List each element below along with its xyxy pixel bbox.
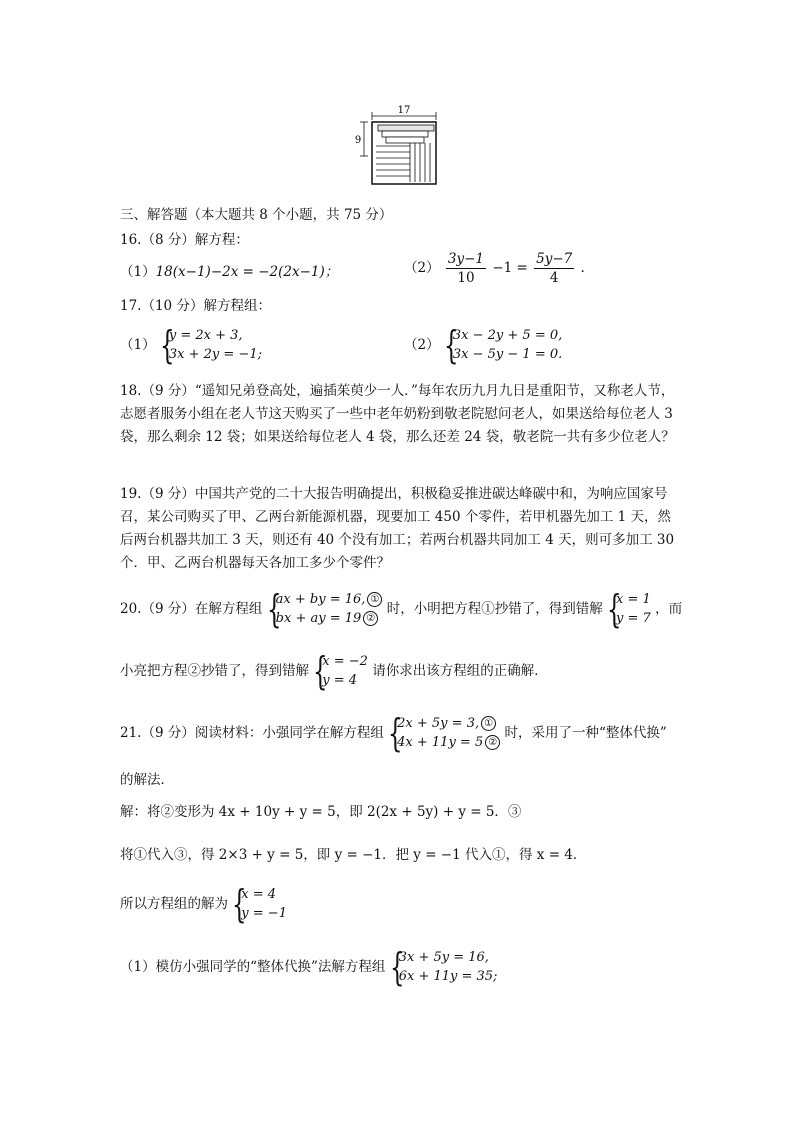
q21-solution-line3 <box>120 882 287 926</box>
figure-width-label: 17 <box>397 105 411 116</box>
q17-part1 <box>120 323 262 367</box>
q21-line1 <box>120 711 667 755</box>
q16-p2-mid: −1 = <box>492 260 528 276</box>
q21-ans-x: x = 4 <box>241 887 277 902</box>
q20-row2: bx + ay = 19 <box>275 611 362 626</box>
q20-line2 <box>120 649 548 693</box>
q17-p2-row2: 3x − 5y − 1 = 0. <box>452 347 563 362</box>
q17-p1-row1: y = 2x + 3, <box>168 328 243 343</box>
q17-p2-row1: 3x − 2y + 5 = 0, <box>452 328 563 343</box>
left-brace-icon: { <box>313 649 328 693</box>
q21-part1-row1: 3x + 5y = 16, <box>398 950 489 965</box>
q20-sol1-x: x = 1 <box>616 592 651 607</box>
q21-answer-system <box>232 882 287 926</box>
q20-sol2-x: x = −2 <box>322 654 368 669</box>
left-brace-icon: { <box>388 711 403 755</box>
q21-row2-tag: ② <box>485 735 500 750</box>
q19-text: 19.（9 分）中国共产党的二十大报告明确提出，积极稳妥推进碳达峰碳中和，为响应国家号召，某公司购买了甲、乙两台新能源机器，现要加工 450 个零件，若甲机器先加工 1 天，然后两台机器共加工 3 天，则还有 40 个没有加工；若两台机器共同加工 4 天，则可多加工 30 个．甲、乙两台机器每天各加工多少个零件？ <box>120 486 675 571</box>
q21-sol3-prefix: 所以方程组的解为 <box>120 896 228 912</box>
q16-frac2-num: 5y−7 <box>536 251 573 267</box>
rectangle-figure <box>352 104 444 188</box>
q20-prefix: 20.（9 分）在解方程组 <box>120 601 263 617</box>
q20-line2-prefix: 小亮把方程②抄错了，得到错解 <box>120 663 309 679</box>
q21-part1-system <box>389 945 498 989</box>
q17-title: 17.（10 分）解方程组： <box>120 298 271 314</box>
left-brace-icon: { <box>159 323 175 367</box>
q21-row1: 2x + 5y = 3, <box>397 716 480 731</box>
q21-system <box>388 711 500 755</box>
q20-row2-tag: ② <box>363 611 378 626</box>
q17-p2-system <box>443 323 563 367</box>
q16-p2-end: . <box>580 260 585 276</box>
q16-frac1-num: 3y−1 <box>447 251 485 267</box>
q16-p1-equation: 18(x−1)−2x = −2(2x−1)； <box>155 264 339 280</box>
q21-row1-tag: ① <box>481 716 496 731</box>
q17-part2 <box>404 323 563 367</box>
q16-frac1 <box>446 250 486 287</box>
q20-end2: 请你求出该方程组的正确解． <box>372 663 548 679</box>
left-brace-icon: { <box>232 882 247 926</box>
q20-system <box>266 587 383 631</box>
q17-p1-label: （1） <box>120 337 156 353</box>
q21-solution-line1: 解：将②变形为 4x + 10y + y = 5，即 2(2x + 5y) + y = 5．③ <box>120 804 522 820</box>
q20-end1: ，而 <box>655 601 683 617</box>
q20-mid: 时，小明把方程①抄错了，得到错解 <box>386 601 603 617</box>
q16-frac1-den: 10 <box>457 270 475 286</box>
q20-row1: ax + by = 16, <box>275 592 366 607</box>
left-brace-icon: { <box>443 323 459 367</box>
q20-wrong-solution-2 <box>313 649 368 693</box>
q16-frac2-den: 4 <box>549 270 559 286</box>
q16-frac2 <box>534 250 574 287</box>
q16-part1 <box>120 262 338 282</box>
left-brace-icon: { <box>389 945 405 989</box>
q17-p2-label: （2） <box>404 337 440 353</box>
q17-p1-row2: 3x + 2y = −1; <box>168 347 262 362</box>
q16-p1-label: （1） <box>120 264 156 280</box>
q21-part1 <box>120 945 498 989</box>
q21-prefix: 21.（9 分）阅读材料：小强同学在解方程组 <box>120 725 384 741</box>
q21-mid: 时，采用了一种“整体代换” <box>504 725 667 741</box>
q18-text: 18.（9 分）“遥知兄弟登高处，遍插茱萸少一人．”每年农历九月九日是重阳节，又称老人节，志愿者服务小组在老人节这天购买了一些中老年奶粉到敬老院慰问老人，如果送给每位老人 3 袋，那么剩余 12 袋；如果送给每位老人 4 袋，那么还差 24 袋，敬老院一共有多少位老人？ <box>120 383 675 445</box>
q21-part1-prefix: （1）模仿小强同学的“整体代换”法解方程组 <box>120 959 386 975</box>
q21-row2: 4x + 11y = 5 <box>397 735 484 750</box>
q21-ans-y: y = −1 <box>241 906 287 921</box>
q16-p2-label: （2） <box>404 260 440 276</box>
q20-sol1-y: y = 7 <box>616 611 651 626</box>
q21-line2: 的解法． <box>120 772 174 788</box>
q17-p1-system <box>159 323 262 367</box>
q20-wrong-solution-1 <box>607 587 651 631</box>
q21-part1-row2: 6x + 11y = 35; <box>398 969 498 984</box>
q21-solution-line2: 将①代入③，得 2×3 + y = 5，即 y = −1．把 y = −1 代入①，得 x = 4． <box>120 847 587 863</box>
left-brace-icon: { <box>266 587 282 631</box>
q16-title: 16.（8 分）解方程： <box>120 232 249 248</box>
section-header: 三、解答题（本大题共 8 个小题，共 75 分） <box>120 207 393 223</box>
q20-line1 <box>120 587 683 631</box>
figure-height-label: 9 <box>354 135 362 146</box>
q20-row1-tag: ① <box>367 592 382 607</box>
q16-part2 <box>404 250 585 287</box>
q20-sol2-y: y = 4 <box>322 673 358 688</box>
left-brace-icon: { <box>607 587 622 631</box>
